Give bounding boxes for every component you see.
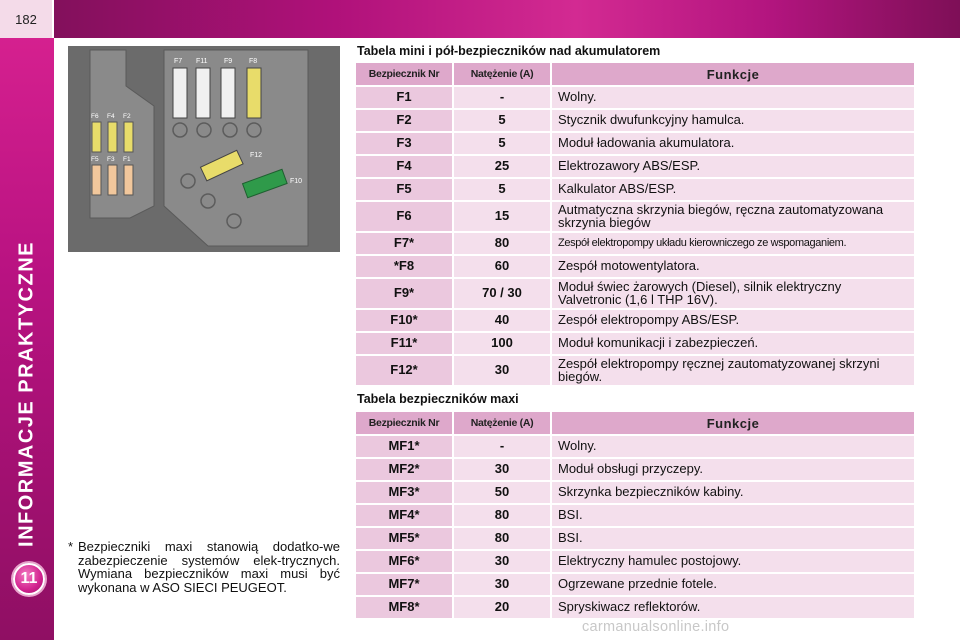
cell-amperage: 80 bbox=[454, 233, 550, 254]
cell-fuse-nr: MF1* bbox=[356, 436, 452, 457]
table-row bbox=[356, 574, 914, 595]
svg-text:F6: F6 bbox=[91, 113, 99, 120]
table-row bbox=[356, 459, 914, 480]
table-row bbox=[356, 279, 914, 308]
cell-amperage: 100 bbox=[454, 333, 550, 354]
cell-function: Zespół elektropompy ręcznej zautomatyzowanej skrzyni biegów. bbox=[552, 356, 914, 385]
cell-function: Moduł komunikacji i zabezpieczeń. bbox=[552, 333, 914, 354]
cell-function: Elektryczny hamulec postojowy. bbox=[552, 551, 914, 572]
cell-amperage: 50 bbox=[454, 482, 550, 503]
footnote-marker: * bbox=[68, 539, 74, 554]
cell-amperage: 20 bbox=[454, 597, 550, 618]
table-mini bbox=[356, 61, 914, 387]
table-maxi bbox=[356, 410, 914, 620]
cell-amperage: 5 bbox=[454, 133, 550, 154]
cell-fuse-nr: F4 bbox=[356, 156, 452, 177]
table-mini-header bbox=[356, 63, 914, 85]
cell-fuse-nr: MF6* bbox=[356, 551, 452, 572]
cell-fuse-nr: MF4* bbox=[356, 505, 452, 526]
svg-text:F3: F3 bbox=[107, 156, 115, 163]
header-bar bbox=[0, 0, 960, 38]
cell-fuse-nr: MF7* bbox=[356, 574, 452, 595]
table-row bbox=[356, 179, 914, 200]
cell-fuse-nr: F1 bbox=[356, 87, 452, 108]
table-row bbox=[356, 505, 914, 526]
header-funkcje: Funkcje bbox=[552, 63, 914, 85]
cell-function: Autmatyczna skrzynia biegów, ręczna zautomatyzowana skrzynia biegów bbox=[552, 202, 914, 231]
cell-function: Skrzynka bezpieczników kabiny. bbox=[552, 482, 914, 503]
cell-fuse-nr: F3 bbox=[356, 133, 452, 154]
footnote bbox=[68, 540, 340, 594]
svg-text:F4: F4 bbox=[107, 113, 115, 120]
cell-function: Stycznik dwufunkcyjny hamulca. bbox=[552, 110, 914, 131]
fuse-f9 bbox=[221, 68, 235, 118]
cell-function: Kalkulator ABS/ESP. bbox=[552, 179, 914, 200]
table-row bbox=[356, 156, 914, 177]
svg-text:F2: F2 bbox=[123, 113, 131, 120]
svg-text:F5: F5 bbox=[91, 156, 99, 163]
cell-fuse-nr: F12* bbox=[356, 356, 452, 385]
cell-amperage: 30 bbox=[454, 551, 550, 572]
cell-function: Zespół elektropompy ABS/ESP. bbox=[552, 310, 914, 331]
header-funkcje: Funkcje bbox=[552, 412, 914, 434]
chapter-number-badge: 11 bbox=[13, 563, 45, 595]
cell-amperage: 70 / 30 bbox=[454, 279, 550, 308]
table-row bbox=[356, 551, 914, 572]
fuse-box-svg bbox=[68, 46, 340, 252]
svg-text:F1: F1 bbox=[123, 156, 131, 163]
fuse-label-f9: F9 bbox=[224, 58, 233, 65]
fuse-f8 bbox=[247, 68, 261, 118]
cell-amperage: 5 bbox=[454, 110, 550, 131]
table-row bbox=[356, 333, 914, 354]
table-row bbox=[356, 436, 914, 457]
cell-function: Moduł świec żarowych (Diesel), silnik elektryczny Valvetronic (1,6 l THP 16V). bbox=[552, 279, 914, 308]
cell-fuse-nr: MF8* bbox=[356, 597, 452, 618]
table-row bbox=[356, 482, 914, 503]
cell-fuse-nr: MF2* bbox=[356, 459, 452, 480]
table-row bbox=[356, 597, 914, 618]
page-number: 182 bbox=[0, 0, 54, 38]
footnote-text: Bezpieczniki maxi stanowią dodatko-we zabezpieczenie systemów elek-trycznych. Wymiana bezpieczników maxi musi być wykonana w ASO SIECI PEUGEOT. bbox=[78, 539, 340, 595]
cell-function: Ogrzewane przednie fotele. bbox=[552, 574, 914, 595]
cell-amperage: 80 bbox=[454, 505, 550, 526]
table-mini-title: Tabela mini i pół-bezpieczników nad akumulatorem bbox=[357, 44, 661, 58]
cell-function: BSI. bbox=[552, 528, 914, 549]
table-row bbox=[356, 356, 914, 385]
cell-fuse-nr: *F8 bbox=[356, 256, 452, 277]
header-nr: Bezpiecznik Nr bbox=[356, 412, 452, 434]
watermark: carmanualsonline.info bbox=[582, 619, 730, 635]
cell-amperage: 30 bbox=[454, 574, 550, 595]
cell-function: Wolny. bbox=[552, 87, 914, 108]
fuse-f11 bbox=[196, 68, 210, 118]
cell-fuse-nr: MF5* bbox=[356, 528, 452, 549]
cell-amperage: 30 bbox=[454, 356, 550, 385]
table-row bbox=[356, 528, 914, 549]
header-nr: Bezpiecznik Nr bbox=[356, 63, 452, 85]
fuse-box-illustration bbox=[68, 46, 340, 252]
cell-amperage: 40 bbox=[454, 310, 550, 331]
cell-amperage: 5 bbox=[454, 179, 550, 200]
fuse-label-f12: F12 bbox=[250, 152, 263, 159]
cell-amperage: 30 bbox=[454, 459, 550, 480]
cell-fuse-nr: MF3* bbox=[356, 482, 452, 503]
cell-fuse-nr: F11* bbox=[356, 333, 452, 354]
cell-fuse-nr: F7* bbox=[356, 233, 452, 254]
cell-function: Elektrozawory ABS/ESP. bbox=[552, 156, 914, 177]
cell-function: Moduł ładowania akumulatora. bbox=[552, 133, 914, 154]
table-row bbox=[356, 110, 914, 131]
cell-function: BSI. bbox=[552, 505, 914, 526]
cell-fuse-nr: F10* bbox=[356, 310, 452, 331]
cell-function: Moduł obsługi przyczepy. bbox=[552, 459, 914, 480]
chapter-sidebar bbox=[0, 38, 54, 640]
table-row bbox=[356, 256, 914, 277]
fuse-label-f11: F11 bbox=[196, 58, 208, 65]
cell-amperage: 25 bbox=[454, 156, 550, 177]
fuse-label-f7: F7 bbox=[174, 58, 183, 65]
cell-function: Zespół elektropompy układu kierowniczego ze wspomaganiem. bbox=[552, 233, 914, 254]
cell-fuse-nr: F9* bbox=[356, 279, 452, 308]
chapter-title: INFORMACJE PRAKTYCZNE bbox=[15, 241, 38, 547]
cell-function: Wolny. bbox=[552, 436, 914, 457]
cell-function: Spryskiwacz reflektorów. bbox=[552, 597, 914, 618]
cell-amperage: - bbox=[454, 87, 550, 108]
table-row bbox=[356, 87, 914, 108]
cell-amperage: 80 bbox=[454, 528, 550, 549]
table-row bbox=[356, 202, 914, 231]
cell-amperage: 15 bbox=[454, 202, 550, 231]
table-row bbox=[356, 133, 914, 154]
table-maxi-header bbox=[356, 412, 914, 434]
header-natezenie: Natężenie (A) bbox=[454, 63, 550, 85]
table-row bbox=[356, 310, 914, 331]
table-maxi-title: Tabela bezpieczników maxi bbox=[357, 392, 519, 406]
table-row bbox=[356, 233, 914, 254]
fuse-label-f10: F10 bbox=[290, 178, 303, 185]
cell-fuse-nr: F5 bbox=[356, 179, 452, 200]
cell-fuse-nr: F2 bbox=[356, 110, 452, 131]
fuse-label-f8: F8 bbox=[249, 58, 258, 65]
cell-fuse-nr: F6 bbox=[356, 202, 452, 231]
cell-function: Zespół motowentylatora. bbox=[552, 256, 914, 277]
fuse-f7 bbox=[173, 68, 187, 118]
cell-amperage: 60 bbox=[454, 256, 550, 277]
header-natezenie: Natężenie (A) bbox=[454, 412, 550, 434]
cell-amperage: - bbox=[454, 436, 550, 457]
